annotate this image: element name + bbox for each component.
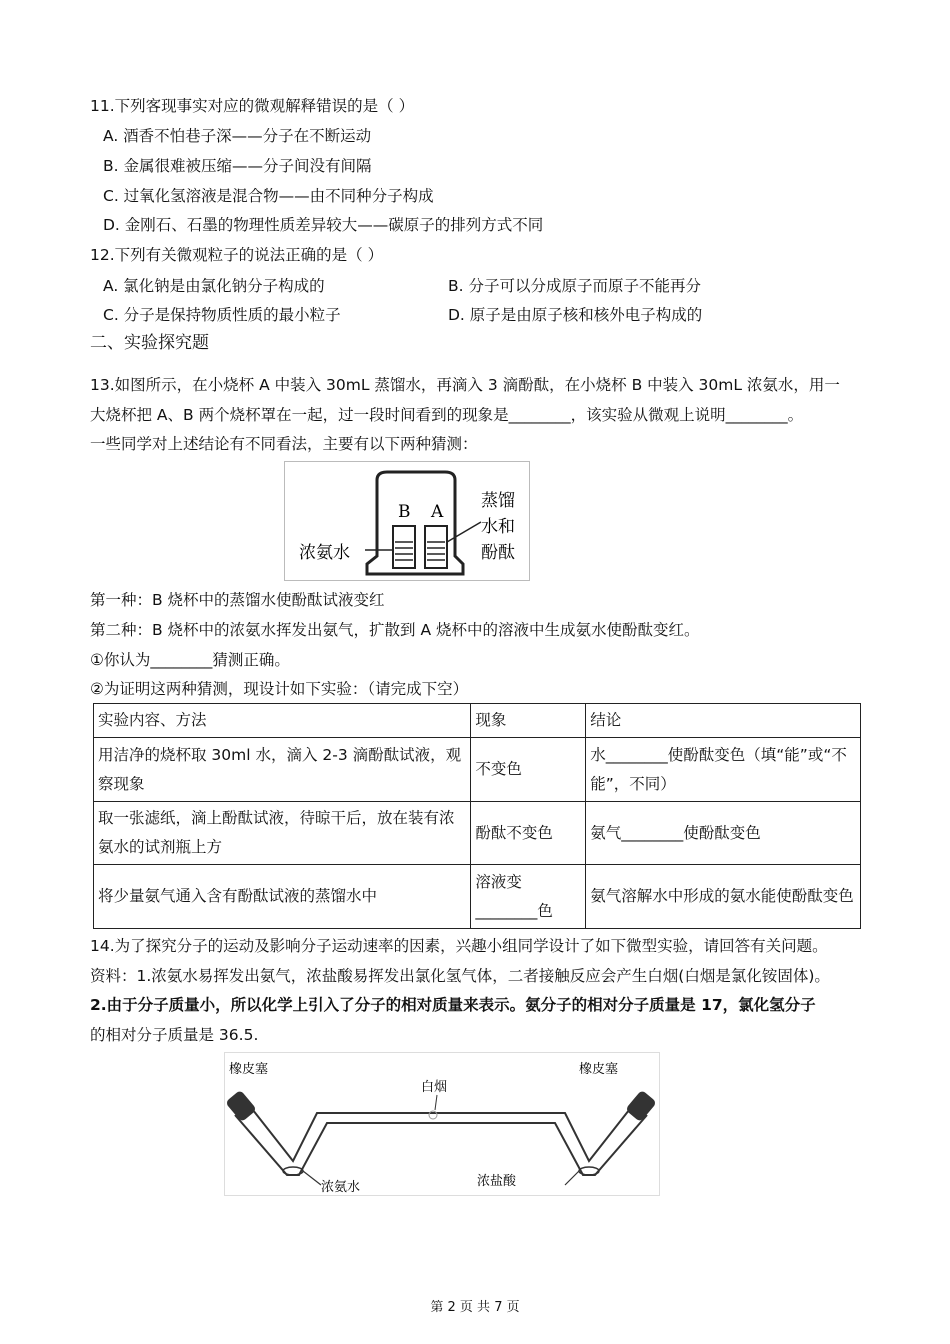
beaker-a-label: A <box>431 502 444 522</box>
q14-line-1: 14.为了探究分子的运动及影响分子运动速率的因素，兴趣小组同学设计了如下微型实验，请回答有关问题。 <box>90 937 828 955</box>
water-label-3: 酚酞 <box>481 543 515 563</box>
q11-option-a: A. 酒香不怕巷子深——分子在不断运动 <box>103 127 372 145</box>
q11-option-b: B. 金属很难被压缩——分子间没有间隔 <box>103 157 372 175</box>
section-heading: 二、实验探究题 <box>90 333 209 353</box>
hcl-label: 浓盐酸 <box>477 1174 517 1189</box>
beaker-b-label: B <box>398 502 411 522</box>
q13-line-1: 13.如图所示，在小烧杯 A 中装入 30mL 蒸馏水，再滴入 3 滴酚酞，在小烧杯 B 中装入 30mL 浓氨水，用一 <box>90 376 840 394</box>
ammonia-water-label: 浓氨水 <box>321 1180 361 1195</box>
table-cell: 水________使酚酞变色（填“能”或“不能”，不同） <box>586 738 861 802</box>
q12-stem: 12.下列有关微观粒子的说法正确的是（ ） <box>90 246 384 264</box>
tube-diagram <box>225 1053 659 1195</box>
table-row <box>94 738 861 802</box>
table-row <box>94 802 861 865</box>
table-cell: 取一张滤纸，滴上酚酞试液，待晾干后，放在装有浓氨水的试剂瓶上方 <box>94 802 471 865</box>
table-cell: 酚酞不变色 <box>471 802 586 865</box>
table-row <box>94 865 861 929</box>
table-header: 现象 <box>471 704 586 738</box>
q12-option-b: B. 分子可以分成原子而原子不能再分 <box>448 277 701 295</box>
q13-ask-2: ②为证明这两种猜测，现设计如下实验：（请完成下空） <box>90 680 469 698</box>
page-footer: 第 2 页 共 7 页 <box>430 1300 520 1315</box>
table-cell: 氨气溶解水中形成的氨水能使酚酞变色 <box>586 865 861 929</box>
experiment-table <box>93 703 861 929</box>
table-header-row <box>94 704 861 738</box>
q13-line-3: 一些同学对上述结论有不同看法，主要有以下两种猜测： <box>90 435 478 453</box>
table-cell: 溶液变________色 <box>471 865 586 929</box>
q12-option-c: C. 分子是保持物质性质的最小粒子 <box>103 306 341 324</box>
beaker-figure <box>284 461 530 581</box>
table-cell: 氨气________使酚酞变色 <box>586 802 861 865</box>
q13-guess-1: 第一种：B 烧杯中的蒸馏水使酚酞试液变红 <box>90 591 385 609</box>
q11-option-c: C. 过氧化氢溶液是混合物——由不同种分子构成 <box>103 187 434 205</box>
ammonia-label: 浓氨水 <box>299 543 350 563</box>
water-label-2: 水和 <box>481 517 515 537</box>
water-label-1: 蒸馏 <box>481 491 515 511</box>
table-cell: 用洁净的烧杯取 30ml 水，滴入 2-3 滴酚酞试液，观察现象 <box>94 738 471 802</box>
table-cell: 将少量氨气通入含有酚酞试液的蒸馏水中 <box>94 865 471 929</box>
q11-stem: 11.下列客现事实对应的微观解释错误的是（ ） <box>90 97 415 115</box>
q14-line-2: 资料：1.浓氨水易挥发出氨气，浓盐酸易挥发出氯化氢气体，二者接触反应会产生白烟(白烟是氯化铵固体)。 <box>90 967 830 985</box>
q13-guess-2: 第二种：B 烧杯中的浓氨水挥发出氨气，扩散到 A 烧杯中的溶液中生成氨水使酚酞变红。 <box>90 621 700 639</box>
q11-option-d: D. 金刚石、石墨的物理性质差异较大——碳原子的排列方式不同 <box>103 216 544 234</box>
stopper-right-label: 橡皮塞 <box>579 1062 619 1077</box>
beaker-diagram <box>285 462 529 580</box>
table-cell: 不变色 <box>471 738 586 802</box>
q13-line-2: 大烧杯把 A、B 两个烧杯罩在一起，过一段时间看到的现象是________，该实验从微观上说明________。 <box>90 406 804 424</box>
smoke-label: 白烟 <box>421 1080 448 1095</box>
tube-figure <box>224 1052 660 1196</box>
q12-option-d: D. 原子是由原子核和核外电子构成的 <box>448 306 703 324</box>
q14-line-3: 2.由于分子质量小，所以化学上引入了分子的相对质量来表示。氨分子的相对分子质量是 17，氯化氢分子 <box>90 996 816 1014</box>
table-header: 结论 <box>586 704 861 738</box>
q13-ask-1: ①你认为________猜测正确。 <box>90 651 290 669</box>
table-header: 实验内容、方法 <box>94 704 471 738</box>
stopper-left-label: 橡皮塞 <box>229 1062 269 1077</box>
q14-line-4: 的相对分子质量是 36.5. <box>90 1026 259 1044</box>
q12-option-a: A. 氯化钠是由氯化钠分子构成的 <box>103 277 325 295</box>
